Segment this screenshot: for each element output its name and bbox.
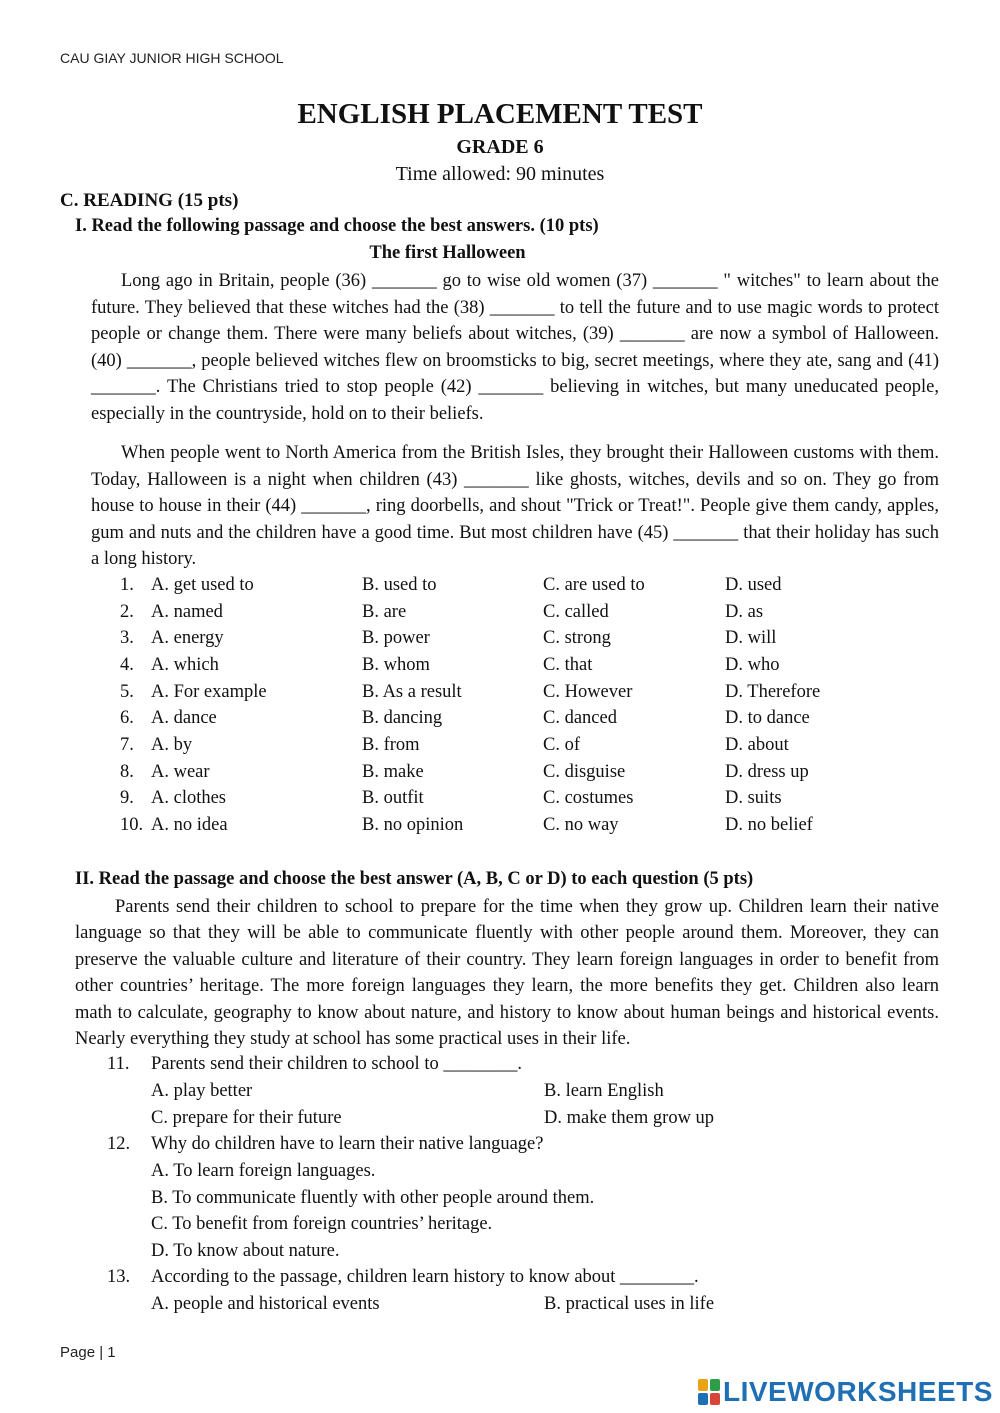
option-d[interactable]: D. will	[725, 628, 777, 648]
option-b[interactable]: B. learn English	[544, 1081, 664, 1101]
option-a[interactable]: A. get used to	[151, 575, 254, 595]
option-b[interactable]: B. practical uses in life	[544, 1294, 715, 1314]
option-c[interactable]: C. of	[543, 735, 580, 755]
page-number: Page | 1	[60, 1344, 116, 1361]
option-d[interactable]: D. dress up	[725, 762, 809, 782]
option-b[interactable]: B. power	[362, 628, 430, 648]
option-c[interactable]: C. To benefit from foreign countries’ heritage.	[151, 1214, 493, 1234]
passage-title: The first Halloween	[369, 243, 526, 263]
option-a[interactable]: A. dance	[151, 708, 217, 728]
option-c[interactable]: C. However	[543, 682, 633, 702]
test-title: ENGLISH PLACEMENT TEST	[297, 98, 703, 130]
question-row	[120, 735, 940, 761]
question-number: 8.	[120, 762, 134, 782]
option-c[interactable]: C. danced	[543, 708, 617, 728]
option-c[interactable]: C. disguise	[543, 762, 626, 782]
part1-instruction: I. Read the following passage and choose the best answers. (10 pts)	[75, 216, 599, 236]
option-b[interactable]: B. To communicate fluently with other people around them.	[151, 1188, 595, 1208]
option-c[interactable]: C. costumes	[543, 788, 634, 808]
passage-paragraph-3: Parents send their children to school to prepare for the time when they grow up. Children learn their native language so that they will be able to communicate fluently with other people around them. Moreover, they can preserve the valuable culture and literature of their country. They learn foreign languages in order to benefit from other countries’ heritage. The more foreign languages they learn, the more benefits they get. Children also learn math to calculate, geography to know about nature, and history to know about human beings and historical events. Nearly everything they study at school has some practical uses in their life.	[75, 897, 939, 1050]
option-d[interactable]: D. about	[725, 735, 789, 755]
option-d[interactable]: D. to dance	[725, 708, 810, 728]
question-row	[120, 788, 940, 814]
question-stem: Why do children have to learn their native language?	[151, 1134, 544, 1154]
question-row	[120, 602, 940, 628]
question-number: 2.	[120, 602, 134, 622]
question-row	[120, 762, 940, 788]
logo-mark-icon	[698, 1379, 720, 1405]
passage-paragraph-2: When people went to North America from the British Isles, they brought their Halloween customs with them. Today, Halloween is a night when children (43) _______ like ghosts, witches, devils and so on. They go from house to house in their (44) _______, ring doorbells, and shout "Trick or Treat!". People give them candy, apples, gum and nuts and the children have a good time. But most children have (45) _______ that their holiday has such a long history.	[91, 443, 939, 570]
option-c[interactable]: C. that	[543, 655, 593, 675]
option-c[interactable]: C. strong	[543, 628, 611, 648]
liveworksheets-logo[interactable]	[698, 1376, 993, 1408]
question-number: 7.	[120, 735, 134, 755]
option-d[interactable]: D. suits	[725, 788, 782, 808]
option-d[interactable]: D. who	[725, 655, 780, 675]
part2-instruction: II. Read the passage and choose the best answer (A, B, C or D) to each question (5 pts)	[75, 869, 754, 889]
school-header: CAU GIAY JUNIOR HIGH SCHOOL	[60, 50, 284, 66]
logo-text: LIVEWORKSHEETS	[723, 1376, 993, 1407]
option-b[interactable]: B. whom	[362, 655, 430, 675]
option-a[interactable]: A. clothes	[151, 788, 227, 808]
option-c[interactable]: C. called	[543, 602, 609, 622]
passage-paragraph-1: Long ago in Britain, people (36) _______ go to wise old women (37) _______ " witches" to learn about the future. They believed that these witches had the (38) _______ to tell the future and to use magic words to protect people or change them. There were many beliefs about witches, (39) _______ are now a symbol of Halloween. (40) _______, people believed witches flew on broomsticks to big, secret meetings, where they ate, sang and (41) _______. The Christians tried to stop people (42) _______ believing in witches, but many uneducated people, especially in the countryside, hold on to their beliefs.	[91, 271, 939, 424]
section-heading: C. READING (15 pts)	[60, 190, 239, 211]
option-b[interactable]: B. from	[362, 735, 420, 755]
option-d[interactable]: D. no belief	[725, 815, 813, 835]
grade-label: GRADE 6	[456, 136, 544, 158]
question-number: 10.	[120, 815, 144, 835]
option-b[interactable]: B. As a result	[362, 682, 462, 702]
option-a[interactable]: A. wear	[151, 762, 210, 782]
question-row	[120, 708, 940, 734]
option-b[interactable]: B. dancing	[362, 708, 443, 728]
question-row	[120, 655, 940, 681]
option-b[interactable]: B. make	[362, 762, 424, 782]
option-a[interactable]: A. no idea	[151, 815, 228, 835]
question-number: 9.	[120, 788, 134, 808]
option-d[interactable]: D. used	[725, 575, 782, 595]
option-a[interactable]: A. energy	[151, 628, 224, 648]
question-row	[120, 815, 940, 841]
question-number: 13.	[107, 1267, 131, 1287]
question-row	[120, 682, 940, 708]
option-d[interactable]: D. make them grow up	[544, 1108, 715, 1128]
question-number: 3.	[120, 628, 134, 648]
option-b[interactable]: B. no opinion	[362, 815, 464, 835]
option-b[interactable]: B. used to	[362, 575, 437, 595]
question-stem: Parents send their children to school to ________.	[151, 1054, 522, 1074]
question-number: 12.	[107, 1134, 131, 1154]
question-row	[120, 628, 940, 654]
question-number: 11.	[107, 1054, 130, 1074]
option-c[interactable]: C. prepare for their future	[151, 1108, 342, 1128]
option-a[interactable]: A. by	[151, 735, 193, 755]
option-b[interactable]: B. outfit	[362, 788, 424, 808]
option-c[interactable]: C. are used to	[543, 575, 645, 595]
option-c[interactable]: C. no way	[543, 815, 619, 835]
question-number: 1.	[120, 575, 134, 595]
option-a[interactable]: A. To learn foreign languages.	[151, 1161, 376, 1181]
option-d[interactable]: D. To know about nature.	[151, 1241, 340, 1261]
option-a[interactable]: A. For example	[151, 682, 267, 702]
option-a[interactable]: A. named	[151, 602, 223, 622]
question-number: 4.	[120, 655, 134, 675]
option-a[interactable]: A. people and historical events	[151, 1294, 380, 1314]
question-number: 5.	[120, 682, 134, 702]
option-a[interactable]: A. which	[151, 655, 219, 675]
question-stem: According to the passage, children learn history to know about ________.	[151, 1267, 699, 1287]
option-d[interactable]: D. as	[725, 602, 764, 622]
question-number: 6.	[120, 708, 134, 728]
question-row	[120, 575, 940, 601]
option-a[interactable]: A. play better	[151, 1081, 253, 1101]
time-allowed: Time allowed: 90 minutes	[395, 163, 605, 185]
option-b[interactable]: B. are	[362, 602, 407, 622]
option-d[interactable]: D. Therefore	[725, 682, 821, 702]
